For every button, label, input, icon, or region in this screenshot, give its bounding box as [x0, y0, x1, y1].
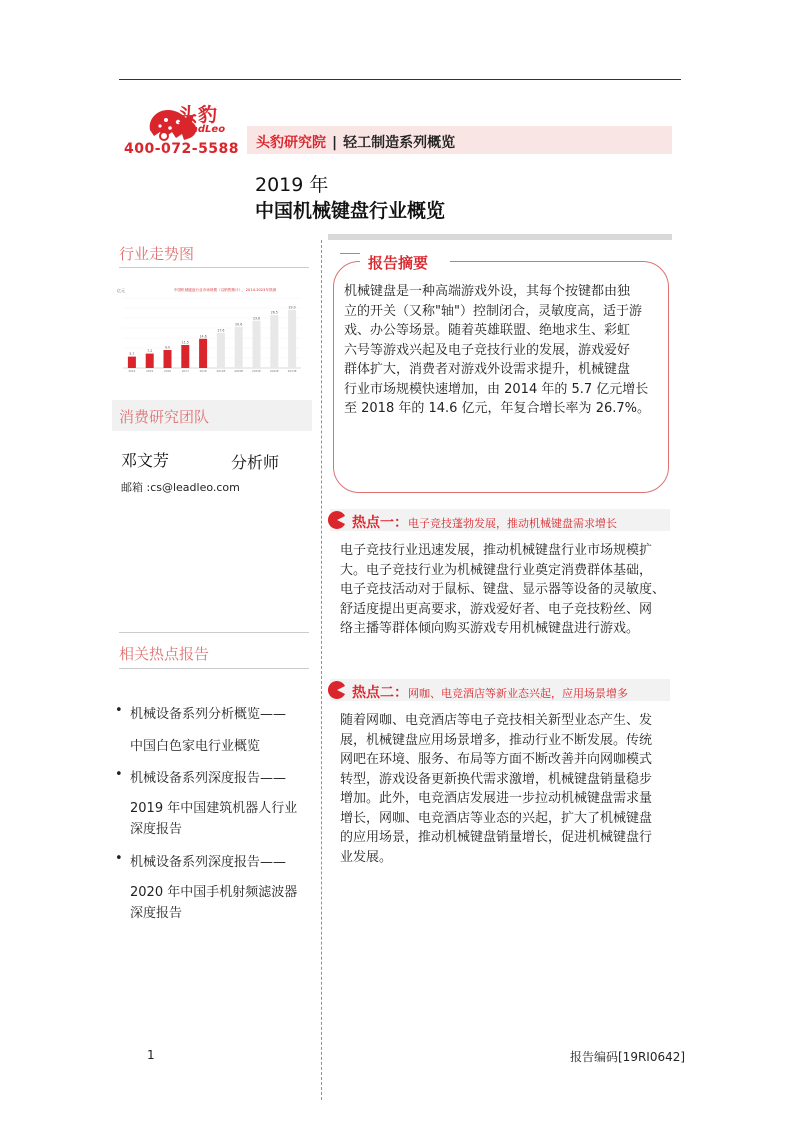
chart-data-label: 17.6: [217, 328, 225, 333]
hot-point-2-heading: [352, 682, 628, 702]
report-link-2-line-3[interactable]: 深度报告: [130, 822, 183, 837]
hot-point-2-line: 展，机械键盘应用场景增多，推动行业不断发展。传统: [340, 732, 653, 748]
hot-point-2-label: 热点二：: [352, 685, 408, 701]
summary-line: 至 2018 年的 14.6 亿元，年复合增长率为 26.7%。: [344, 401, 650, 416]
hot-point-2-line: 增加。此外，电竞酒店发展进一步拉动机械键盘需求量: [340, 791, 653, 806]
report-link-1-line-1[interactable]: 机械设备系列分析概览——: [130, 707, 287, 722]
hot-point-1-line: 舒适度提出更高要求，游戏爱好者、电子竞技粉丝、网: [340, 601, 653, 617]
logo-text: 头豹: [178, 104, 219, 126]
summary-line: 行业市场规模快速增加，由 2014 年的 5.7 亿元增长: [344, 381, 649, 397]
chart-bar: [217, 333, 225, 368]
chart-data-label: 29.0: [288, 305, 296, 310]
hot-point-2-line: 随着网咖、电竞酒店等电子竞技相关新型业态产生、发: [340, 713, 653, 728]
reports-heading-top-rule: [119, 632, 309, 633]
chart-bar: [252, 321, 260, 368]
summary-line: 群体扩大，消费者对游戏外设需求提升，机械键盘: [344, 362, 631, 377]
hot-point-1-line: 络主播等群体倾向购买游戏专用机械键盘进行游戏。: [340, 621, 640, 636]
chart-bar: [288, 310, 296, 368]
analyst-email: 邮箱 :cs@leadleo.com: [121, 481, 240, 494]
chart-bar: [163, 350, 171, 368]
hot-point-1-text: [340, 541, 665, 639]
report-link-1-line-2[interactable]: 中国白色家电行业概览: [130, 739, 261, 754]
chart-data-label: 14.6: [199, 334, 207, 339]
summary-line: 机械键盘是一种高端游戏外设，其每个按键都由独: [344, 284, 631, 299]
report-year: 2019 年: [255, 174, 329, 196]
chart-data-label: 26.5: [270, 310, 278, 315]
pie-marker-icon: [327, 680, 347, 700]
logo-subtext: LeadLeo: [178, 124, 226, 135]
title-underline-bar: [328, 234, 672, 240]
report-link-2-line-1[interactable]: 机械设备系列深度报告——: [130, 771, 287, 786]
hot-point-2-line: 转型，游戏设备更新换代需求激增，机械键盘销量稳步: [340, 771, 653, 787]
hot-point-1-line: 电子竞技活动对于鼠标、键盘、显示器等设备的灵敏度、: [340, 582, 666, 597]
chart-bar: [199, 339, 207, 368]
hot-point-1-heading: [352, 512, 617, 532]
page-number: 1: [147, 1048, 155, 1062]
chart-tick-label: 2017: [181, 369, 189, 373]
hotline-number: 400-072-5588: [124, 141, 240, 157]
summary-title-rule-left: [340, 253, 360, 254]
chart-bar: [270, 315, 278, 368]
reports-heading-rule: [119, 668, 309, 669]
chart-tick-label: 2020E: [234, 369, 244, 373]
report-link-2-line-2[interactable]: 2019 年中国建筑机器人行业: [130, 801, 298, 816]
chart-tick-label: 2021E: [252, 369, 261, 373]
chart-tick-label: 2015: [146, 369, 154, 373]
chart-data-label: 7.2: [147, 349, 153, 354]
summary-line: 戏、办公等场景。随着英雄联盟、绝地求生、彩虹: [344, 323, 631, 338]
band-series: 轻工制造系列概览: [343, 135, 456, 151]
hot-point-2-line: 网吧在环境、服务、布局等方面不断改善并向网咖模式: [340, 752, 653, 767]
chart-y-label: 亿元: [117, 288, 125, 293]
team-heading: 消费研究团队: [119, 408, 210, 426]
reports-heading: 相关热点报告: [119, 645, 210, 663]
hot-point-1-label: 热点一：: [352, 515, 408, 531]
series-band-text: [256, 132, 455, 152]
hot-point-2-line: 业发展。: [340, 849, 393, 865]
band-separator: |: [332, 135, 338, 151]
report-code: 报告编码[19RI0642]: [570, 1050, 686, 1064]
chart-tick-label: 2018: [199, 369, 207, 373]
chart-data-label: 23.6: [252, 316, 261, 321]
chart-tick-label: 2016: [163, 369, 172, 373]
summary-title: 报告摘要: [368, 254, 429, 272]
hot-point-2-text: [340, 711, 652, 867]
top-rule: [119, 79, 681, 80]
summary-line: 六号等游戏兴起及电子竞技行业的发展，游戏爱好: [344, 342, 631, 358]
chart-tick-label: 2014: [128, 369, 136, 373]
summary-text: [344, 282, 650, 419]
chart-data-label: 9.0: [164, 345, 171, 350]
chart-data-label: 5.7: [129, 352, 135, 357]
trend-heading: 行业走势图: [119, 245, 195, 263]
trend-heading-rule: [119, 267, 309, 268]
report-link-3-line-1[interactable]: 机械设备系列深度报告——: [130, 855, 287, 870]
trend-chart: [115, 282, 305, 374]
report-link-3-line-3[interactable]: 深度报告: [130, 906, 183, 921]
hot-point-2-subtitle: 网咖、电竞酒店等新业态兴起，应用场景增多: [408, 687, 628, 700]
chart-bar: [146, 354, 154, 368]
chart-tick-label: 2022E: [269, 369, 279, 373]
chart-tick-label: 2019E: [216, 369, 226, 373]
report-bullet: •: [115, 703, 123, 718]
chart-tick-label: 2023E: [287, 369, 297, 373]
hot-point-2-line: 增长，网咖、电竞酒店等业态的兴起，扩大了机械键盘: [340, 810, 653, 826]
hot-point-1-subtitle: 电子竞技蓬勃发展，推动机械键盘需求增长: [408, 517, 617, 530]
chart-title: 中国机械键盘行业市场规模（以销售额计），2014-2023年预测: [173, 288, 277, 292]
chart-data-label: 11.5: [181, 340, 189, 345]
summary-line: 立的开关（又称"轴"）控制闭合，灵敏度高，适于游: [344, 303, 642, 319]
pie-marker-icon: [327, 510, 347, 530]
band-brand: 头豹研究院: [256, 135, 326, 151]
report-title: 中国机械键盘行业概览: [255, 200, 446, 222]
chart-bar: [128, 357, 136, 368]
report-bullet: •: [115, 851, 123, 866]
analyst-name: 邓文芳: [121, 451, 170, 470]
hot-point-1-line: 电子竞技行业迅速发展，推动机械键盘行业市场规模扩: [340, 543, 653, 558]
chart-data-label: 20.6: [235, 322, 243, 327]
hot-point-2-line: 的应用场景，推动机械键盘销量增长，促进机械键盘行: [340, 830, 653, 845]
chart-bar: [235, 327, 243, 368]
hot-point-1-line: 大。电子竞技行业为机械键盘行业奠定消费群体基础，: [340, 562, 653, 578]
report-link-3-line-2[interactable]: 2020 年中国手机射频滤波器: [130, 885, 298, 900]
report-bullet: •: [115, 767, 123, 782]
analyst-role: 分析师: [231, 453, 280, 472]
chart-bar: [181, 345, 189, 368]
column-divider: [321, 240, 322, 1100]
